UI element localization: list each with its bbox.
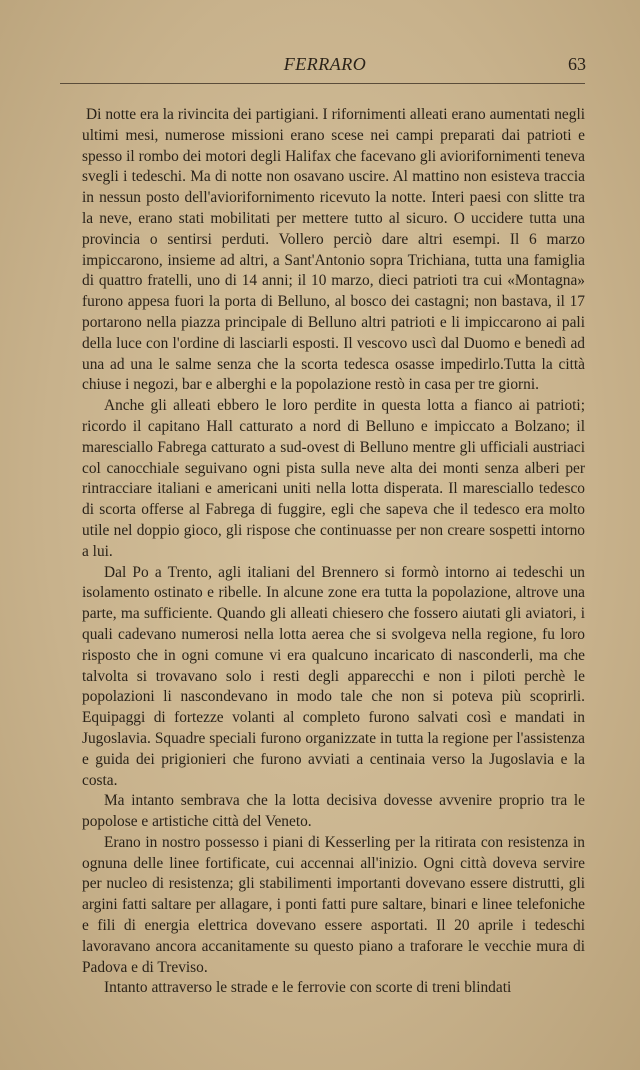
running-title: FERRARO bbox=[283, 54, 367, 74]
page-header bbox=[60, 52, 590, 80]
paragraph-6: Intanto attraverso le strade e le ferrovie con scorte di treni blindati bbox=[104, 979, 512, 997]
paragraph-1: Di notte era la rivincita dei partigiani. I rifornimenti alleati erano aumentati negli ultimi mesi, numerose missioni erano scese nei campi preparati dai patrioti e spesso il rombo dei motori degli Halifax che facevano gli aviorifornimenti teneva svegli i tedeschi. Ma di notte non osavano uscire. Al mattino non esisteva traccia in nessun posto dell'aviorifornimento ricevuto la notte. Interi paesi con slitte tra la neve, erano stati mobilitati per mettere tutto al sicuro. O uccidere tutta una provincia o sentirsi perduti. Vollero perciò dare altri esempi. Il 6 marzo impiccarono, insieme ad altri, a Sant'Antonio sopra Trichiana, tutta una famiglia di quattro fratelli, uno di 14 anni; il 10 marzo, dieci patrioti tra cui «Montagna» furono appesa fuori la porta di Belluno, al bosco dei castagni; non bastava, il 17 portarono nella piazza principale di Belluno altri patrioti e li impiccarono ai pali della luce con l'ordine di lasciarli esposti. Il vescovo uscì dal Duomo e benedì ad una ad una le salme senza che la scorta tedesca osasse impedirlo.Tutta la città chiuse i negozi, bar e alberghi e la popolazione restò in casa per tre giorni. bbox=[82, 106, 585, 394]
page-number: 63 bbox=[568, 54, 586, 74]
body-text bbox=[82, 105, 585, 999]
paragraph-2: Anche gli alleati ebbero le loro perdite in questa lotta a fianco ai patrioti; ricordo il capitano Hall catturato a nord di Belluno e impiccato a Bolzano; il maresciallo Fabrega catturato a sud-ovest di Belluno mentre gli ufficiali austriaci col canocchiale seguivano ogni pista sulla neve alta dei monti senza alberi per rintracciare italiani e americani uniti nella lotta disperata. Il maresciallo tedesco di scorta offerse al Fabrega di fuggire, egli che sapeva che il tedesco era molto utile nel doppio gioco, gli rispose che continuasse per non creare sospetti intorno a lui. bbox=[82, 397, 585, 560]
header-rule bbox=[60, 83, 585, 84]
paragraph-5: Erano in nostro possesso i piani di Kesserling per la ritirata con resistenza in ognuna delle linee fortificate, cui accennai all'inizio. Ogni città doveva servire per nucleo di resistenza; gli stabilimenti importanti dovevano essere distrutti, gli argini fatti saltare per allagare, i ponti fatti pure saltare, binari e linee telefoniche e fili di energia elettrica dovevano essere asportati. Il 20 aprile i tedeschi lavoravano ancora accanitamente su questo piano a traforare le vecchie mura di Padova e di Treviso. bbox=[82, 833, 585, 976]
paragraph-3: Dal Po a Trento, agli italiani del Brennero si formò intorno ai tedeschi un isolamento ostinato e ribelle. In alcune zone era tutta la popolazione, altrove una parte, ma sufficiente. Quando gli alleati chiesero che fossero aiutati gli aviatori, i quali cadevano numerosi nella lotta aerea che si svolgeva nella regione, fu loro risposto che in ogni comune vi era qualcuno incaricato di nasconderli, ma che talvolta si trovavano solo i resti degli apparecchi e non i piloti perchè le popolazioni li nascondevano in modo tale che non si poteva più scoprirli. Equipaggi di fortezze volanti al completo furono salvati così e mandati in Jugoslavia. Squadre speciali furono organizzate in tutta la regione per l'assistenza e guida dei prigionieri che furono avviati a centinaia verso la Jugoslavia e la costa. bbox=[82, 563, 585, 789]
paragraph-4: Ma intanto sembrava che la lotta decisiva dovesse avvenire proprio tra le popolose e artistiche città del Veneto. bbox=[82, 792, 585, 831]
